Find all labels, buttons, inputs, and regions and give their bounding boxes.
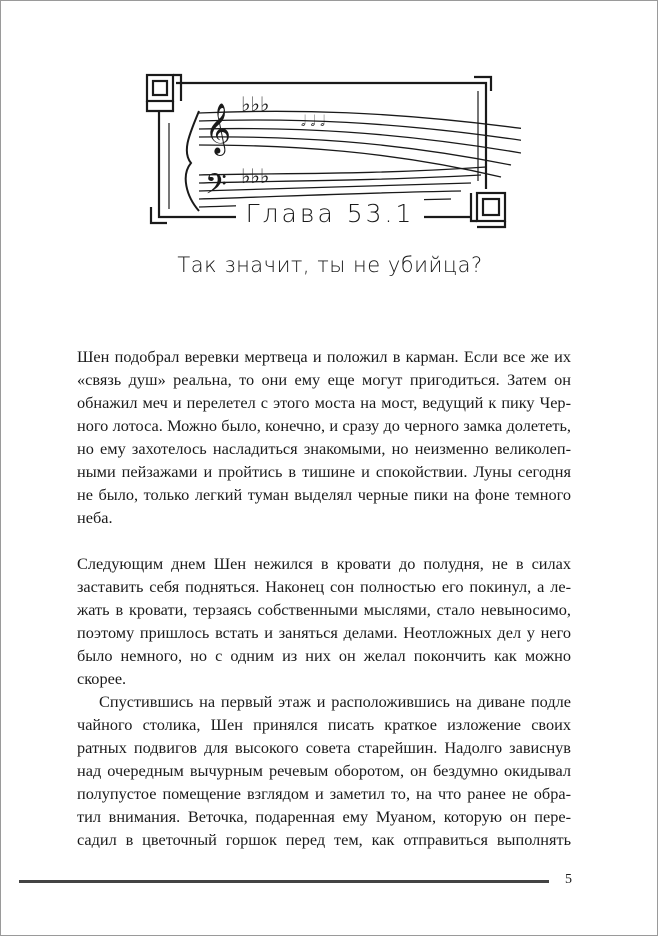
text-line: было немного, но с одним из них он желал покончить как можно [77, 646, 571, 665]
chapter-title [1, 199, 658, 228]
text-line: поэтому пришлось встать и заняться делами. Неотложных дел у него [77, 623, 571, 642]
svg-text:𝄢: 𝄢 [205, 168, 227, 208]
text-line: Шен подобрал веревки мертвеца и положил в карман. Если все же их [77, 347, 571, 366]
text-line: чайного столика, Шен принялся писать краткое изложение своих [77, 715, 571, 734]
text-line: ными пейзажами и пройтись в тишине и спокойствии. Луны сегодня [77, 462, 571, 481]
svg-text:𝄞: 𝄞 [205, 103, 232, 154]
paragraph [77, 690, 571, 851]
text-line: ратных подвигов для высокого совета старейшин. Надолго зависнув [77, 738, 571, 757]
text-line: обнажил меч и перелетел с этого моста на мост, ведущий к пику Чер- [77, 393, 571, 412]
footer-rule [19, 880, 549, 883]
text-line: тил внимания. Веточка, подаренная ему Муаном, которую он пере- [77, 807, 571, 826]
text-line: скорее. [77, 669, 127, 688]
paragraph [77, 552, 571, 690]
text-line: неба. [77, 508, 113, 527]
svg-text:𝅗𝅥 𝅗𝅥 𝅗𝅥: 𝅗𝅥 𝅗𝅥 𝅗𝅥 [301, 112, 325, 130]
text-line: но ему захотелось насладиться знакомыми, но неизменно великолеп- [77, 439, 571, 458]
svg-text:♭♭♭: ♭♭♭ [241, 164, 270, 188]
page-number: 5 [565, 872, 572, 887]
text-line: заставить себя подняться. Наконец сон полностью его покинул, а ле- [77, 577, 571, 596]
text-line: садил в цветочный горшок перед тем, как отправиться выполнять [77, 830, 571, 849]
text-line: ного лотоса. Можно было, конечно, и сразу до черного замка долететь, [77, 416, 571, 435]
svg-text:♭♭♭: ♭♭♭ [241, 92, 270, 116]
text-line: Следующим днем Шен нежился в кровати до полудня, не в силах [77, 554, 571, 573]
chapter-subtitle: Так значит, ты не убийца? [177, 253, 483, 277]
text-line: «связь душ» реальна, то они ему еще могут пригодиться. Затем он [77, 370, 571, 389]
paragraph [77, 345, 571, 529]
text-line: жать в кровати, терзаясь собственными мыслями, стало невыносимо, [77, 600, 571, 619]
text-line: не было, только легкий туман выделял черные пики на фоне темного [77, 485, 571, 504]
chapter-title-text: Глава 53.1 [236, 199, 425, 228]
text-line: полупустое помещение взглядом и заметил то, на что ранее не обра- [77, 784, 571, 803]
text-line: над очередным вычурным речевым оборотом, он бездумно окидывал [77, 761, 571, 780]
text-line: Спустившись на первый этаж и расположившись на диване подле [99, 692, 571, 711]
body-text [77, 345, 571, 851]
